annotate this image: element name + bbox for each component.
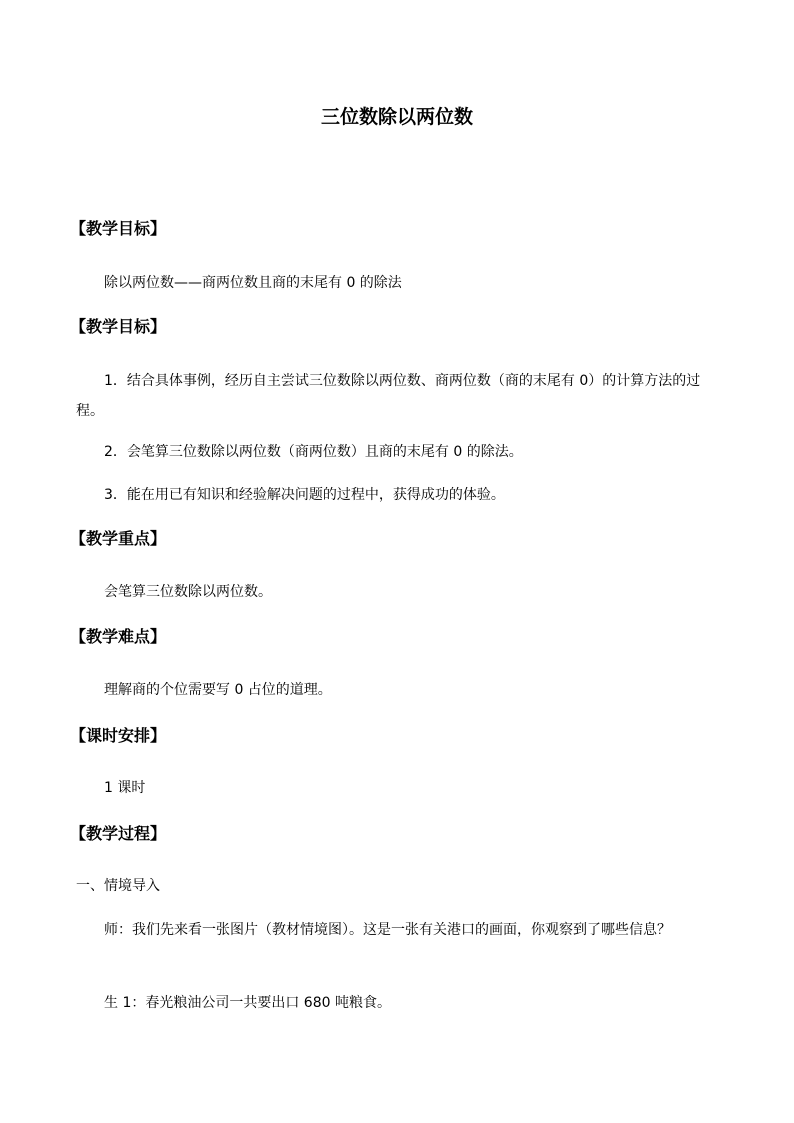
- section-text-objectives-1: 除以两位数——商两位数且商的末尾有 0 的除法: [104, 275, 402, 291]
- objective-item-1: 1．结合具体事例，经历自主尝试三位数除以两位数、商两位数（商的末尾有 0）的计算方法的过程。: [76, 373, 701, 419]
- document-title: 三位数除以两位数: [320, 106, 473, 128]
- section-heading-objectives-1: 【教学目标】: [70, 219, 167, 238]
- process-teacher-line: 师：我们先来看一张图片（教材情境图）。这是一张有关港口的画面，你观察到了哪些信息？: [104, 922, 671, 938]
- section-text-schedule: 1 课时: [104, 780, 146, 796]
- objective-item-3: 3．能在用已有知识和经验解决问题的过程中，获得成功的体验。: [104, 487, 505, 503]
- section-text-difficulties: 理解商的个位需要写 0 占位的道理。: [104, 682, 332, 698]
- section-heading-schedule: 【课时安排】: [70, 726, 167, 745]
- section-heading-difficulties: 【教学难点】: [70, 627, 167, 646]
- section-heading-objectives-2: 【教学目标】: [70, 317, 167, 336]
- process-step-heading: 一、情境导入: [76, 878, 160, 894]
- objective-item-2: 2．会笔算三位数除以两位数（商两位数）且商的末尾有 0 的除法。: [104, 444, 523, 460]
- section-heading-key-points: 【教学重点】: [70, 529, 167, 548]
- section-heading-process: 【教学过程】: [70, 824, 167, 843]
- section-text-key-points: 会笔算三位数除以两位数。: [104, 584, 272, 600]
- process-student-line: 生 1：春光粮油公司一共要出口 680 吨粮食。: [104, 995, 391, 1011]
